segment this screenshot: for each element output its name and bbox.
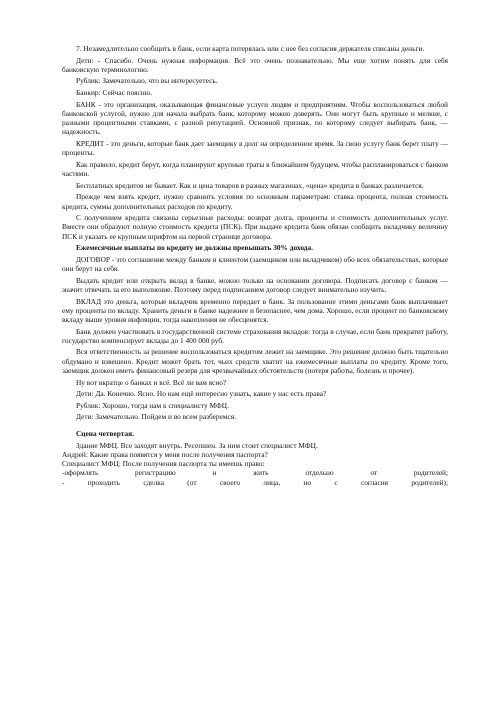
paragraph-mfc-building: Здание МФЦ. Все заходят внутрь. Ресепшен. За ним стоит специалист МФЦ. [76,440,318,450]
paragraph-children-agree: Дети: Замечательно. Пойдем и во всем разберемся. [76,412,236,422]
paragraph-specialist-reply: Специалист МФЦ: После получения паспорта ты имеешь право: [62,459,265,469]
paragraph-children-rights-question: Дети: Да. Конечно. Ясно. Но нам ещё интересно узнать, какие у нас есть права? [76,389,327,399]
paragraph-credit-usage: Как правило, кредит берут, когда планируют крупные траты в ближайшем будущем, чтобы распланироваться с банком частями. [62,159,448,179]
paragraph-credit-definition: КРЕДИТ - это деньги, которые банк дает заемщику в долг на определенное время. За свою услугу банк берет плату — проценты. [62,139,448,158]
scene-four-title: Сцена четвертая. [76,428,134,438]
paragraph-deposit-definition: ВКЛАД это деньга, которые вкладчик временно передает в банк. За пользование этими деньгами банк выплачивает ему проценты по вкладу. Хранить деньги в банке надежнее и безопаснее, чем дома. Хорошо, если процент по банковскому вкладу выше уровня инфляции, тогда накопления не обесценятся. [62,296,448,324]
paragraph-banks-summary: Ну вот вкратце о банках и всё. Всё ли вам ясно? [76,377,227,387]
paragraph-card-loss: 7. Незамедлительно сообщить в банк, если карта потерялась или с нее без согласия держателя списаны деньги. [76,44,425,53]
paragraph-credit-compare: Прежде чем взять кредит, нужно сравнить условия по основным параметрам: ставка процента, полная стоимость кредита, суммы дополнительных расходов по кредиту. [62,192,448,211]
paragraph-payment-limit: Ежемесячные выплаты по кредиту не должны превышать 30% дохода. [76,243,314,253]
paragraph-banker-reply: Банкир: Сейчас поясню. [76,88,153,98]
paragraph-credit-cost: С получением кредита связаны серьезные расходы: возврат долга, проценты и стоимость дополнительных услуг. Вместе они образуют полную стоимость кредита (ПСК). При выдаче кредита банк обязан сообщить вкладчику величину ПСК и указать ее крупным шрифтом на первой странице договора. [62,213,448,241]
paragraph-contract-signing: Выдать кредит или открыть вклад в банке, можно только на основании договора. Подписать договор с банком — значит отвечать за его выполнение. Поэтому перед подписанием договор следует внимательно изучить. [62,275,448,294]
paragraph-borrower-responsibility: Вся ответственность за решение воспользоваться кредитом лежит на заемщике. Это решение должно быть тщательно обдумано и взвешено. Кредит может брать тот, чьих средств хватит на ежемесячные выплаты по кредиту. Кроме того, заемщик должен иметь финансовый резерв для чрезвычайных обстоятельств (потеря работы, болезнь и прочее). [62,347,448,375]
list-item-transactions: - проходить сделка (от своего лица, но с согласия родителей); [62,477,448,487]
paragraph-credit-price: Бесплатных кредитов не бывает. Как и цена товаров в разных магазинах, «цена» кредита в банках различается. [76,180,424,190]
paragraph-children-thanks: Дети: - Спасибо. Очень нужная информация. Всё это очень познавательно. Мы еще хотим понять для себя банковскую терминологию. [62,55,448,74]
paragraph-bank-definition: БАНК - это организация, оказывающая финансовые услуги людям и предприятиям. Чтобы воспользоваться любой банковской услугой, нужно для начала выбрать банк, которому можно доверять. Они могут быть крупные и мелкие, с разными процентными ставками, с разной репутацией. Основной признак, по которому следует выбирать банк, — надежность. [62,99,448,137]
paragraph-contract-definition: ДОГОВОР - это соглашение между банком и клиентом (заемщиком или вкладчиком) обо всех обязательствах, которые они берут на себя. [62,254,448,274]
paragraph-rublik-reply: Рублик: Замечательно, что вы интересуетесь. [76,76,218,86]
paragraph-rublik-mfc: Рублик: Хорошо, тогда нам к специалисту МФЦ. [76,400,229,410]
paragraph-andrey-question: Андрей: Какие права появятся у меня после получения паспорта? [62,450,268,460]
list-item-registration: -оформлять регистрацию и жить отдельно от родителей; [62,468,448,478]
document-body [62,44,448,487]
paragraph-deposit-insurance: Банк должен участвовать в государственной системе страхования вкладов: тогда в случае, если банк прекратит работу, государство компенсирует вклады до 1 400 000 руб. [62,326,448,345]
